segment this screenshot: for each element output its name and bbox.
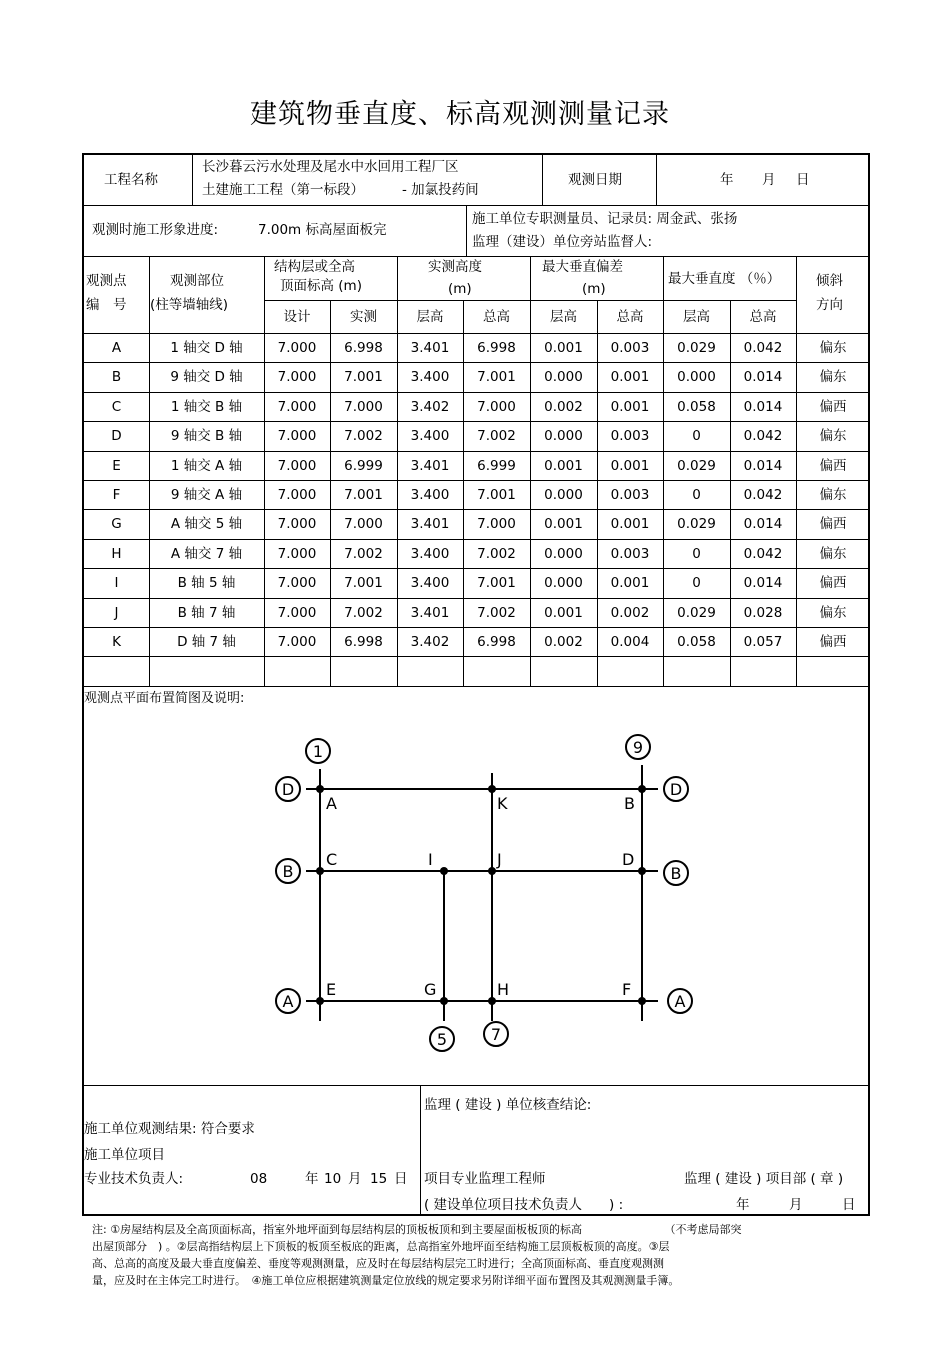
cell-vert-floor: 0 [692,575,701,592]
cell-dev-floor: 0.001 [544,340,583,356]
axis-bubble-d-right: D [669,780,683,799]
col-height-2: (m) [448,281,472,297]
cell-total-height: 6.998 [477,634,516,650]
cell-floor-height: 3.401 [410,516,450,533]
point-label-e: E [326,980,337,999]
cell-dev-floor: 0.000 [544,369,583,386]
note-line: 出屋顶部分 ) 。②层高指结构层上下顶板的板顶至板底的距离，总高指室外地坪面至结构施工层顶板板顶的高度。③层 [92,1240,670,1253]
supervision-date-day: 日 [842,1197,856,1213]
cell-floor-height: 3.402 [410,634,450,650]
point-label-i: I [428,850,433,869]
point-label-d: D [622,850,635,869]
cell-design-elev: 7.000 [277,634,317,650]
point-label-c: C [326,850,338,869]
cell-dev-total: 0.003 [610,545,650,562]
cell-dev-total: 0.001 [610,369,650,386]
cell-design-elev: 7.000 [277,457,317,474]
cell-floor-height: 3.400 [410,428,450,445]
point-label-f: F [622,980,632,999]
project-name-suffix: - 加氯投药间 [402,182,479,198]
cell-vert-total: 0.042 [743,340,783,356]
col-measured: 实测 [350,309,377,325]
axis-bubble-d-left: D [281,780,295,799]
date-year: 年 [720,172,734,188]
cell-measured-elev: 7.001 [344,369,383,386]
cell-dev-floor: 0.000 [544,575,583,592]
col-elev-2: 顶面标高 (m) [280,278,362,294]
cell-point-id: D [111,428,122,445]
cell-vert-total: 0.014 [743,457,783,474]
cell-dev-total: 0.002 [610,604,650,621]
axis-bubble-b-left: B [282,862,294,881]
cell-location: 1 轴交 A 轴 [170,457,243,474]
cell-vert-floor: 0 [692,487,701,503]
cell-location: B 轴 7 轴 [177,604,236,621]
cell-dev-total: 0.001 [610,457,650,474]
cell-vert-floor: 0.029 [677,340,716,356]
sign-month: 10 [324,1171,342,1187]
axis-bubble-a-right: A [674,992,686,1011]
cell-floor-height: 3.400 [410,487,450,503]
note-line: 量，应及时在主体完工时进行。 ④施工单位应根据建筑测量定位放线的规定要求另附详细平面布置图及其观测测量手簿。 [92,1274,680,1287]
cell-tilt-direction: 偏西 [819,457,847,474]
cell-dev-floor: 0.000 [544,487,583,503]
cell-dev-total: 0.003 [610,340,650,356]
cell-total-height: 6.999 [477,457,516,474]
cell-floor-height: 3.400 [410,369,450,386]
record-table [82,153,870,1216]
cell-design-elev: 7.000 [277,369,317,386]
cell-total-height: 7.001 [477,487,516,503]
cell-dev-total: 0.003 [610,487,650,503]
cell-point-id: C [111,398,122,415]
cell-location: A 轴交 5 轴 [170,516,243,533]
sign-year-unit: 年 [305,1171,319,1187]
supervision-conclusion: 监理 ( 建设 ) 单位核查结论: [424,1097,592,1113]
cell-design-elev: 7.000 [277,604,317,621]
cell-vert-total: 0.057 [743,634,783,650]
axis-bubble-b-right: B [670,864,682,883]
cell-point-id: B [111,369,122,386]
cell-dev-floor: 0.000 [544,428,583,445]
cell-tilt-direction: 偏西 [819,634,847,650]
cell-tilt-direction: 偏西 [819,398,847,415]
col-dev-floor: 层高 [550,309,577,325]
cell-dev-total: 0.001 [610,575,650,592]
axis-bubble-9: 9 [632,738,644,757]
point-label-b: B [624,794,635,813]
supervision-date-month: 月 [789,1197,803,1213]
cell-vert-floor: 0 [692,545,701,562]
cell-floor-height: 3.400 [410,575,450,592]
cell-design-elev: 7.000 [277,487,317,503]
col-location-2: (柱等墙轴线) [150,297,229,313]
surveyor-line: 施工单位专职测量员、记录员: 周金武、张扬 [472,211,738,227]
cell-tilt-direction: 偏东 [819,369,847,386]
col-height-1: 实测高度 [428,259,482,275]
cell-dev-floor: 0.001 [544,457,583,474]
cell-measured-elev: 7.002 [344,545,383,562]
cell-total-height: 7.002 [477,545,516,562]
cell-point-id: G [111,516,122,533]
cell-design-elev: 7.000 [277,398,317,415]
point-label-h: H [497,980,510,999]
date-day: 日 [796,172,810,188]
col-vert-total: 总高 [749,309,777,325]
col-point-no-1: 观测点 [86,273,127,289]
cell-tilt-direction: 偏东 [819,604,847,621]
cell-total-height: 7.000 [477,516,516,533]
cell-location: D 轴 7 轴 [177,634,236,650]
cell-measured-elev: 7.001 [344,575,383,592]
cell-vert-total: 0.028 [743,604,783,621]
point-label-g: G [424,980,437,999]
supervising-engineer: 项目专业监理工程师 [424,1171,546,1187]
cell-tilt-direction: 偏东 [819,487,847,503]
footnote [92,1221,882,1289]
cell-vert-total: 0.042 [743,545,783,562]
construction-project-item: 施工单位项目 [84,1147,165,1163]
cell-floor-height: 3.401 [410,340,450,356]
progress-label: 观测时施工形象进度: [92,222,219,238]
cell-dev-total: 0.001 [610,516,650,533]
cell-measured-elev: 7.002 [344,604,383,621]
sign-day: 15 [370,1171,388,1187]
cell-location: 9 轴交 D 轴 [170,369,243,386]
axis-bubble-1: 1 [312,742,324,761]
supervisor-line: 监理（建设）单位旁站监督人: [472,234,653,250]
col-location-1: 观测部位 [170,273,224,289]
date-month: 月 [762,172,776,188]
cell-location: 1 轴交 B 轴 [170,398,243,415]
supervision-dept: 监理 ( 建设 ) 项目部 ( 章 ) [684,1171,844,1187]
cell-vert-total: 0.042 [743,487,783,503]
page-title: 建筑物垂直度、标高观测测量记录 [250,99,670,130]
cell-total-height: 7.001 [477,575,516,592]
col-vert: 最大垂直度 （％） [668,271,781,287]
cell-dev-floor: 0.000 [544,545,583,562]
cell-vert-total: 0.014 [743,398,783,415]
note-line: 注: ①房屋结构层及全高顶面标高，指室外地坪面到每层结构层的顶板板顶和到主要屋面板板顶的标高 （不考虑局部突 [92,1223,742,1236]
axis-bubble-a-left: A [282,992,294,1011]
cell-measured-elev: 6.998 [344,340,383,356]
cell-dev-floor: 0.002 [544,398,583,415]
col-dev-2: (m) [582,281,606,297]
owner-tech-lead: ( 建设单位项目技术负责人 ) : [424,1197,624,1213]
cell-location: B 轴 5 轴 [177,575,236,592]
cell-total-height: 6.998 [477,340,516,356]
cell-vert-total: 0.042 [743,428,783,445]
sign-month-unit: 月 [348,1171,362,1187]
cell-vert-total: 0.014 [743,575,783,592]
cell-design-elev: 7.000 [277,575,317,592]
cell-point-id: A [111,340,122,356]
date-label: 观测日期 [568,172,622,188]
cell-floor-height: 3.401 [410,604,450,621]
cell-point-id: J [114,604,119,621]
sign-day-unit: 日 [394,1171,408,1187]
cell-floor-height: 3.401 [410,457,450,474]
col-vert-floor: 层高 [683,309,710,325]
axis-bubble-5: 5 [436,1030,448,1049]
construction-result: 施工单位观测结果: 符合要求 [84,1121,255,1137]
cell-total-height: 7.002 [477,604,516,621]
cell-point-id: I [114,575,119,592]
cell-location: 9 轴交 B 轴 [170,428,243,445]
cell-measured-elev: 7.001 [344,487,383,503]
cell-floor-height: 3.400 [410,545,450,562]
plan-label: 观测点平面布置简图及说明: [84,691,245,706]
cell-floor-height: 3.402 [410,398,450,415]
cell-vert-floor: 0.058 [677,634,716,650]
cell-point-id: E [112,457,121,474]
cell-dev-floor: 0.002 [544,634,583,650]
cell-dev-total: 0.001 [610,398,650,415]
cell-measured-elev: 7.000 [344,516,383,533]
project-name-line2: 土建施工工程（第一标段） [202,182,364,198]
note-line: 高、总高的高度及最大垂直度偏差、垂度等观测测量，应及时在每层结构层完工时进行；全高顶面标高、垂直度观测测 [92,1257,664,1270]
cell-design-elev: 7.000 [277,516,317,533]
cell-vert-total: 0.014 [743,516,783,533]
point-label-k: K [497,794,508,813]
supervision-date-year: 年 [736,1197,750,1213]
cell-vert-floor: 0.029 [677,516,716,533]
cell-dev-floor: 0.001 [544,516,583,533]
cell-measured-elev: 7.000 [344,398,383,415]
cell-tilt-direction: 偏西 [819,516,847,533]
cell-vert-floor: 0.029 [677,457,716,474]
cell-design-elev: 7.000 [277,428,317,445]
cell-point-id: K [112,634,121,650]
cell-tilt-direction: 偏东 [819,428,847,445]
axis-bubble-7: 7 [490,1025,502,1044]
col-dev-total: 总高 [616,309,644,325]
progress-value: 7.00m 标高屋面板完 [258,222,387,238]
cell-design-elev: 7.000 [277,340,317,356]
point-label-a: A [326,794,337,813]
cell-design-elev: 7.000 [277,545,317,562]
cell-tilt-direction: 偏东 [819,340,847,356]
project-label: 工程名称 [104,172,158,188]
cell-total-height: 7.001 [477,369,516,386]
cell-location: A 轴交 7 轴 [170,545,243,562]
cell-vert-floor: 0.029 [677,604,716,621]
col-total-height: 总高 [483,309,510,325]
cell-measured-elev: 6.999 [344,457,383,474]
col-dir-1: 倾斜 [816,273,843,289]
cell-location: 9 轴交 A 轴 [170,487,243,503]
sign-year: 08 [250,1171,268,1187]
col-design: 设计 [283,309,311,325]
cell-dev-total: 0.004 [610,634,650,650]
cell-measured-elev: 6.998 [344,634,383,650]
axis-plan-diagram [254,725,704,1055]
cell-location: 1 轴交 D 轴 [170,340,243,356]
col-point-no-2: 编 号 [86,297,127,313]
cell-vert-total: 0.014 [743,369,783,386]
cell-total-height: 7.002 [477,428,516,445]
col-elev-1: 结构层或全高 [274,259,355,275]
cell-point-id: H [111,545,122,562]
col-floor-height: 层高 [416,309,444,325]
project-name-line1: 长沙暮云污水处理及尾水中水回用工程厂区 [202,159,459,175]
cell-tilt-direction: 偏东 [819,545,847,562]
cell-measured-elev: 7.002 [344,428,383,445]
col-dir-2: 方向 [816,297,843,313]
col-dev-1: 最大垂直偏差 [542,259,623,275]
point-label-j: J [497,850,502,869]
cell-tilt-direction: 偏西 [819,575,847,592]
tech-lead-label: 专业技术负责人: [84,1171,184,1187]
cell-vert-floor: 0 [692,428,701,445]
cell-dev-floor: 0.001 [544,604,583,621]
cell-total-height: 7.000 [477,398,516,415]
cell-vert-floor: 0.000 [677,369,716,386]
cell-dev-total: 0.003 [610,428,650,445]
cell-vert-floor: 0.058 [677,398,716,415]
cell-point-id: F [112,487,121,503]
